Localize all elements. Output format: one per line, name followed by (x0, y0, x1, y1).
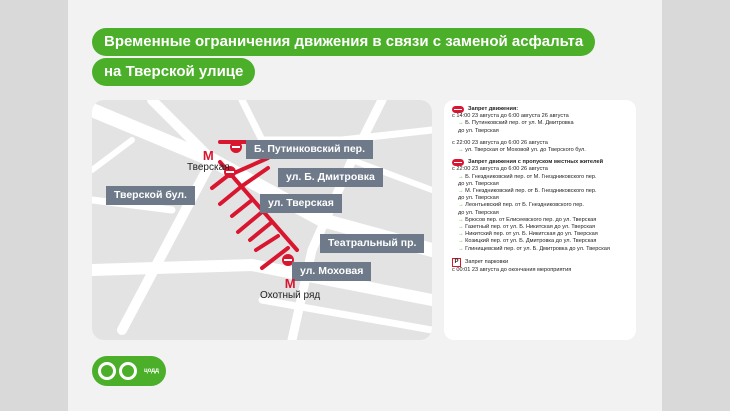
legend-item: → Б. Гнездниковский пер. от М. Гнездниковского пер. (458, 173, 597, 180)
label-teatralny: Театральный пр. (320, 234, 424, 253)
label-dmitrovka: ул. Б. Дмитровка (278, 168, 383, 187)
metro-okhotny (260, 278, 320, 301)
legend-item: → Козицкий пер. от ул. Б. Дмитровка до ул. Тверская (458, 238, 597, 245)
map-streets (92, 100, 432, 340)
street-map[interactable] (92, 100, 432, 340)
legend-no-entry-title: Запрет движения: (468, 106, 519, 112)
title-line-2: на Тверской улице (92, 58, 255, 86)
legend-parking-header (452, 258, 628, 267)
legend-parking-period: с 00:01 23 августа до окончания мероприятия (452, 266, 572, 273)
codd-logo (92, 356, 166, 386)
metro-tverskaya-label: Тверская (187, 162, 230, 173)
label-putinkovsky: Б. Путинковский пер. (246, 140, 373, 159)
legend-item: до ул. Тверская (458, 195, 499, 202)
label-tverskaya: ул. Тверская (260, 194, 342, 213)
metro-okhotny-label: Охотный ряд (260, 290, 321, 301)
legend-item: → ул. Тверская от Моховой ул. до Тверского бул. (458, 147, 586, 154)
legend-item: → Б. Путинковский пер. от ул. М. Дмитровка (458, 120, 574, 127)
legend-item: → Никитский пер. от ул. Б. Никитская до ул. Тверская (458, 231, 598, 238)
no-entry-icon (452, 159, 464, 166)
legend-item: до ул. Тверская (458, 127, 499, 134)
legend-item: → Газетный пер. от ул. Б. Никитская до ул. Тверская (458, 224, 596, 231)
legend-panel (444, 100, 636, 340)
logo-text: цодд (144, 368, 159, 374)
legend-item: до ул. Тверская (458, 180, 499, 187)
legend-parking-title: Запрет парковки (465, 258, 509, 265)
legend-no-entry-header (452, 106, 628, 113)
legend-period-2: с 22:00 23 августа до 6:00 26 августа (452, 139, 548, 146)
metro-tverskaya (187, 150, 230, 173)
legend-item: → М. Гнездниковский пер. от Б. Гнездниковского пер. (458, 188, 597, 195)
label-tverskoy-bul: Тверской бул. (106, 186, 195, 205)
label-mokhovaya: ул. Моховая (292, 262, 371, 281)
metro-icon: М (202, 148, 214, 163)
legend-item: → Леонтьевский пер. от Б. Гнездниковского пер. (458, 202, 584, 209)
metro-icon: М (284, 276, 296, 291)
logo-ring-icon (98, 362, 116, 380)
legend-local-period: с 22:00 23 августа до 6:00 26 августа (452, 166, 548, 173)
left-margin (0, 0, 68, 411)
legend-item: до ул. Тверская (458, 209, 499, 216)
legend-item: → Брюсов пер. от Елисеевского пер. до ул. Тверская (458, 216, 597, 223)
title-line-1: Временные ограничения движения в связи с заменой асфальта (92, 28, 595, 56)
no-entry-icon (452, 106, 464, 113)
right-margin (662, 0, 730, 411)
legend-item: → Глинищевский пер. от ул. Б. Дмитровка до ул. Тверская (458, 245, 610, 252)
legend-local-header (452, 159, 628, 166)
logo-ring-icon (119, 362, 137, 380)
legend-period-1: с 14:00 23 августа до 6:00 августа 26 августа (452, 113, 569, 120)
legend-local-title: Запрет движения с пропуском местных жителей (468, 159, 604, 166)
no-parking-icon: P (452, 258, 461, 267)
